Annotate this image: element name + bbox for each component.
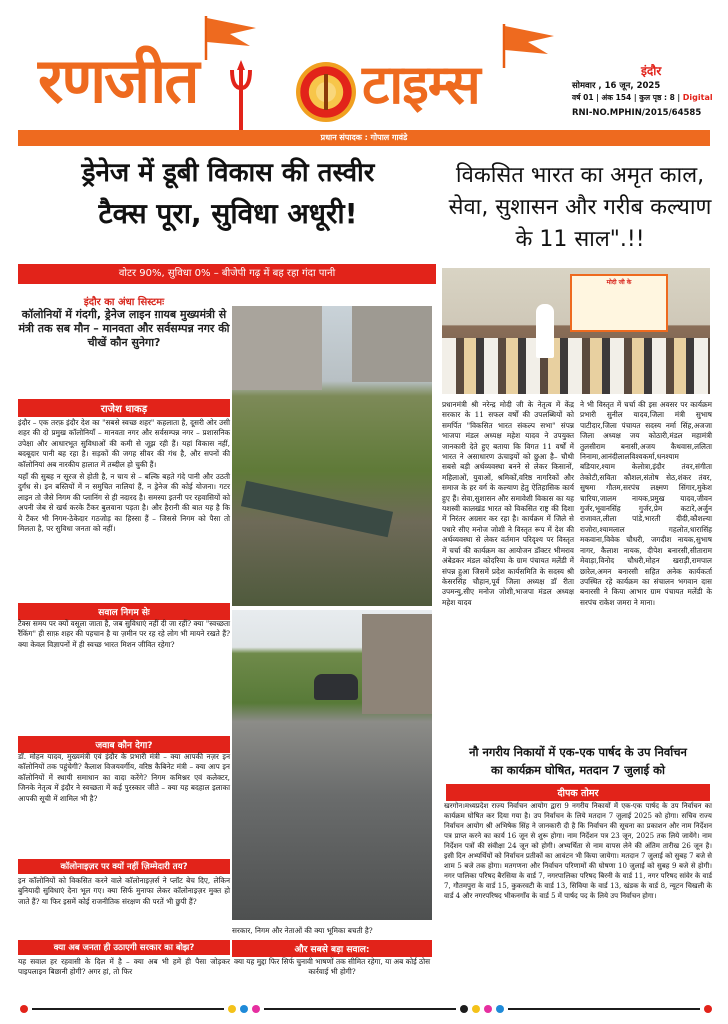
- footer-dot: [240, 1005, 248, 1013]
- house-wall: [232, 306, 322, 390]
- edition-info: [572, 93, 713, 103]
- footer-dot: [472, 1005, 480, 1013]
- election-headline-2: का कार्यक्रम घोषित, मतदान 7 जुलाई को: [490, 763, 665, 777]
- footer-dot: [228, 1005, 236, 1013]
- photo-drainage-houses: [232, 306, 432, 606]
- footer-dot: [496, 1005, 504, 1013]
- lead-paragraph-1: इंदौर – एक तरफ़ इंदौर देश का "सबसे स्वच्छ शहर" कहलाता है, दूसरी ओर उसी शहर की दो प्रमुख कॉलोनियाँ – मानवता नगर और सर्वसम्पन्न नगर – प्रशासनिक उपेक्षा और आधारभूत सुविधाओं की कमी से जूझ रही हैं। यहां विकास नहीं, बदबूदार पानी बह रहा है। सड़कों की जगह सीवर की गंध है, और सपनों की कॉलोनियां अब नारकीय हालात में तब्दील हो चुकी हैं।: [18, 418, 230, 469]
- masthead: [0, 0, 728, 150]
- footer-line: [264, 1008, 456, 1010]
- footer-dot: [460, 1005, 468, 1013]
- section-heading: सवाल निगम सेः: [18, 603, 230, 620]
- footer-rule: [20, 1004, 712, 1014]
- footer-dot: [484, 1005, 492, 1013]
- drain-water: [241, 481, 393, 538]
- editor-bar: [18, 130, 710, 146]
- parked-car: [314, 674, 358, 700]
- section-text: इन कॉलोनियों को विकसित करने वाले कॉलोनाइज़र्स ने प्लॉट बेच दिए, लेकिन बुनियादी सुविधाएं देना भूल गए। क्या सिर्फ मुनाफा लेकर कॉलोनाइज़र मुक्त हो जाते हैं? या फिर इसमें कोई राजनीतिक संरक्षण की परतें भी छुपी हैं?: [18, 876, 230, 906]
- lead-headline-1: ड्रेनेज में डूबी विकास की तस्वीर: [81, 158, 375, 188]
- right-column-1: प्रधानमंत्री श्री नरेन्द्र मोदी जी के नेतृत्व में केंद्र सरकार के 11 सफल वर्षों की उपलब्धियों को समर्पित "विकसित भारत संकल्प सभा" संपन्न भाजपा मंडल अध्यक्ष महेश यादव ने उपयुक्त जानकारी देते हुए बताया कि विगत 11 वर्षों में भारत ने असाधारण ऊंचाइयों को छुआ है– चौथी सबसे बड़ी अर्थव्यवस्था बनने से लेकर किसानों, महिलाओं, युवाओं, श्रमिकों,वरिष्ठ नागरिकों और समाज के हर वर्ग के कल्याण हेतु ऐतिहासिक कार्य हुए हैं। सेवा,सुशासन और समावेशी विकास का यह यशस्वी कालखंड भारत को विकसित राष्ट्र की दिशा में निरंतर अग्रसर कर रहा है। कार्यक्रम में जिले से पधारे सीए मनोज जोशी ने विस्तृत रूप में देश की अर्थव्यवस्था से लेकर वर्तमान परिदृश्य पर विस्तृत में चर्चा की कार्यक्रम का आयोजन डॉक्टर भीमराव अंबेडकर मंडल कोदरिया के ग्राम पंचायत मलेंडी में संपन्न हुआ जिसमें प्रदेश कार्यसमिति के सदस्य श्री केसरसिंह चौहान,पूर्व जिला अध्यक्ष डॉ रीता उपमन्यु,सीए मनोज जोशी,भाजपा मंडल अध्यक्ष महेश यादव: [442, 400, 574, 607]
- footer-dot: [252, 1005, 260, 1013]
- section-text: क्या यह मुद्दा फिर सिर्फ चुनावी भाषणों तक सीमित रहेगा, या अब कोई ठोस कार्रवाई भी होगी?: [233, 957, 431, 977]
- house-wall: [352, 306, 432, 382]
- photo-flooded-road: [232, 610, 432, 920]
- right-headline: विकसित भारत का अमृत काल, सेवा, सुशासन और गरीब कल्याण के 11 साल".!!: [448, 163, 712, 252]
- edition-date: सोमवार , 16 जून, 2025: [572, 81, 661, 91]
- section-text: डॉ. मोहन यादव, मुख्यमंत्री एवं इंदौर के प्रभारी मंत्री – क्या आपकी नज़र इन कॉलोनियों तक पहुंचेगी? कैलाश विजयवर्गीय, वरिष्ठ कैबिनेट मंत्री – क्या आप इन कॉलोनियों में स्थायी समाधान का वादा करेंगे? निगम कमिश्नर एवं कलेक्टर, जिनके नेतृत्व में इंदौर ने स्वच्छता में कई पुरस्कार जीते – क्या यह बदहाल इलाका आपकी सूची में शामिल भी है?: [18, 752, 230, 803]
- edition-number: वर्ष 01 | अंक 154 | कुल पृष्ठ : 8 |: [572, 93, 681, 102]
- lead-kicker: इंदौर का अंधा सिस्टमः: [83, 297, 165, 308]
- section-heading: क्या अब जनता ही उठाएगी सरकार का बोझ?: [18, 940, 230, 955]
- section-heading: जवाब कौन देगा?: [18, 736, 230, 753]
- building: [362, 614, 432, 714]
- masthead-title-right: टाइम्स: [362, 53, 480, 116]
- footer-dot: [704, 1005, 712, 1013]
- lead-paragraph-2: यहाँ की सुबह न सूरज से होती है, न चाय से – बल्कि बहते गंदे पानी और उठती दुर्गंध से। इन बस्तियों में न समुचित नालियां हैं, न ड्रेनेज की कोई योजना। गटर लाइन तो जैसे निगम की प्लानिंग से ही नदारद है। समस्या इतनी पर रहवासियों को अपनी जेब से खर्च करके टैंकर बुलवाना पड़ता है। और हैरानी की बात यह है कि ये टैंकर भी निगम-ठेकेदार गठजोड़ का हिस्सा हैं – जिससे निगम को पैसा तो मिलता है, पर सुविधा जनता को नहीं।: [18, 472, 230, 534]
- byline-name: राजेश धाकड़: [100, 404, 148, 415]
- election-body: खरगोन।मध्यप्रदेश राज्य निर्वाचन आयोग द्वारा 9 नगरीय निकायों में एक-एक पार्षद के उप निर्वाचन का कार्यक्रम घोषित कर दिया गया है। उप निर्वाचन के लिये मतदान 7 जुलाई 2025 को होगा। सचिव राज्य निर्वाचन आयोग श्री अभिषेक सिंह ने जानकारी दी है कि निर्वाचन की सूचना का प्रकाशन और नाम निर्देशन पत्र प्राप्त करने का कार्य 16 जून से शुरू होगा। नाम निर्देशन पत्र 23 जून, 2025 तक लिये जायेंगे। नाम निर्देशन पत्रों की संवीक्षा 24 जून को होगी। अभ्यर्थिता से नाम वापस लेने की अंतिम तारीख 26 जून है। इसी दिन अभ्यर्थियों को निर्वाचन प्रतीकों का आवंटन भी किया जायेगा। मतदान 7 जुलाई को सुबह 7 बजे से शाम 5 बजे तक होगा। मतगणना और निर्वाचन परिणामों की घोषणा 10 जुलाई को सुबह 9 बजे से होगी।नगर पालिका परिषद बैरसिया के वार्ड 7, नगरपालिका परिषद बिरनी के वार्ड 11, नगर परिषद सांवेर के वार्ड 7, गौतमपुरा के वार्ड 15, कुकरवटी के वार्ड 13, सिविया के वार्ड 13, खंडक के वार्ड 8, न्यूटन चिखली के वार्ड 4 और नगरपरिषद भीकनगाँव के वार्ड 5 में पार्षद पद के लिये उप निर्वाचन होगा।: [444, 802, 712, 900]
- section-heading: और सबसे बड़ा सवाल:: [232, 940, 432, 957]
- section-text: टैक्स समय पर क्यों वसूला जाता है, जब सुविधाएं नहीं दी जा रहीं? क्या "स्वच्छता रैंकिंग" ही साफ़ शहर की पहचान है या ज़मीन पर रह रहे लोग भी मायने रखते हैं? क्या केवल विज्ञापनों में ही स्वच्छ भारत मिशन जीवित रहेगा?: [18, 619, 230, 649]
- digital-label: Digital: [682, 93, 713, 102]
- section-heading: कॉलोनाइज़र पर क्यों नहीं ज़िम्मेदारी तय?: [18, 859, 230, 874]
- lead-byline: [18, 399, 230, 417]
- trident-icon: [226, 58, 256, 132]
- lead-headline-2: टैक्स पूरा, सुविधा अधूरी!: [98, 197, 358, 230]
- masthead-title-left: रणजीत: [38, 44, 198, 117]
- lead-deck: कॉलोनियों में गंदगी, ड्रेनेज लाइन ग़ायब मुख्यमंत्री से मंत्री तक सब मौन – मानवता और सर्वसम्पन्न नगर की चीखें कौन सुनेगा?: [18, 308, 230, 349]
- footer-dot: [20, 1005, 28, 1013]
- election-byline: दीपक तोमर: [446, 784, 710, 801]
- photo-sankalp-sabha: [442, 268, 710, 394]
- right-body: [442, 400, 712, 608]
- mace-icon: [296, 62, 356, 122]
- lead-strap: वोटर 90%, सुविधा 0% – बीजेपी गढ़ में बह रहा गंदा पानी: [18, 264, 436, 284]
- hanuman-emblem: [296, 62, 356, 122]
- photo-caption-continuation: सरकार, निगम और नेताओं की क्या भूमिका बचती है?: [232, 926, 373, 935]
- footer-line: [32, 1008, 224, 1010]
- city-name: इंदौर: [641, 64, 662, 78]
- chief-editor-label: प्रधान संपादक : गोपाल गावंडे: [320, 133, 408, 142]
- rni-number: RNI-NO.MPHIN/2015/64585: [572, 108, 702, 118]
- saffron-flag-icon: [498, 20, 558, 70]
- section-text: यह सवाल हर रहवासी के दिल में है – क्या अब भी हमें ही पैसा जोड़कर पाइपलाइन बिछानी होगी? अगर हां, तो फिर: [18, 957, 230, 977]
- footer-line: [508, 1008, 700, 1010]
- right-column-2: ने भी विस्तृत में चर्चा की इस अवसर पर कार्यक्रम प्रभारी सुनील यादव,जिला मंत्री सुभाष पाटीदार,जिला पंचायत सदस्य नर्मा सिंह,अजजा जिला अध्यक्ष जय कोठारी,मंडल महामंत्री तुलसीराम बनासी,अजय कैथवास,ललिता निनामा,आनंदीलालविश्वकर्मा,धनश्याम बडियार,श्याम केलोत्रा,इंदौर तंवर,संगीता तेकोटी,सविता कौशल,संतोष सेठ,शंकर तंवर, सुषमा गौतम,सरपंच लक्ष्मण सिंगार,मुकेश चारिया,जालम नायक,प्रमुख यादव,जीवन गुर्जर,भूवानसिंह गुर्जर,प्रेम कटारे,अर्जुन राजावत,लीला पांडे,भारती दीदी,कौशल्या राजोरा,श्यामलाल गहलोत,धारासिंह मकवाना,विवेक चौधरी, जगदीश नायक,सुभाष नागर, कैलाश नायक, दीपेश बनारसी,सीताराम मेवाड़ा,विनोद चौधरी,मोहन खराड़ी,रामपाल छारेल,अमन बनारसी सहित अनेक कार्यकर्ता उपस्थित रहे कार्यक्रम का संचालन भगवान दास बनारसी ने किया आभार ग्राम पंचायत मलेंडी के सरपंच राकेश जमरा ने माना।: [580, 400, 712, 607]
- event-banner: [570, 274, 668, 332]
- speaker: [536, 304, 554, 358]
- banner-text: मोदी जी के: [606, 279, 632, 286]
- election-headline-1: नौ नगरीय निकायों में एक-एक पार्षद के उप निर्वाचन: [469, 745, 687, 759]
- saffron-flag-icon: [200, 12, 260, 62]
- lead-body: [18, 418, 230, 534]
- audience-row: [442, 338, 710, 394]
